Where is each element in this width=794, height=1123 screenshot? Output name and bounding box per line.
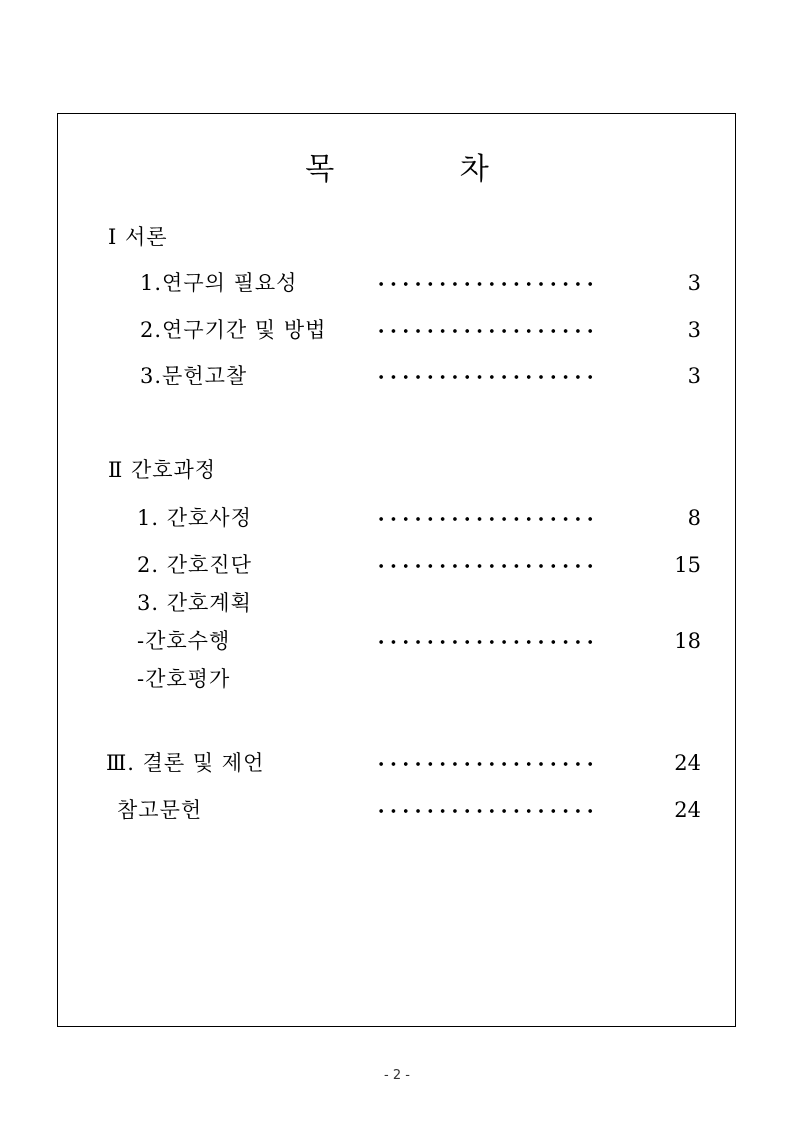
toc-entry <box>0 268 794 298</box>
dot-leader <box>375 640 597 644</box>
dot-leader <box>375 564 597 568</box>
toc-label: 2.연구기간 및 방법 <box>140 318 327 342</box>
toc-entry <box>0 588 794 618</box>
toc-page-number: 8 <box>687 506 701 530</box>
toc-label: 참고문헌 <box>117 798 203 822</box>
toc-page-number: 15 <box>674 553 701 577</box>
toc-entry <box>0 664 794 694</box>
toc-entry <box>0 626 794 656</box>
toc-label: Ⅲ. 결론 및 제언 <box>106 751 265 775</box>
toc-entry <box>0 315 794 345</box>
toc-page-number: 24 <box>674 751 701 775</box>
toc-section-1 <box>0 222 794 252</box>
dot-leader <box>375 517 597 521</box>
toc-entry <box>0 503 794 533</box>
toc-label: -간호수행 <box>137 629 231 653</box>
toc-page-number: 18 <box>674 629 701 653</box>
toc-page-number: 3 <box>687 271 701 295</box>
toc-page-number: 3 <box>687 364 701 388</box>
toc-references <box>0 795 794 825</box>
toc-label: 1.연구의 필요성 <box>140 271 298 295</box>
dot-leader <box>375 375 597 379</box>
toc-label: 3. 간호계획 <box>137 591 252 615</box>
dot-leader <box>375 809 597 813</box>
dot-leader <box>375 329 597 333</box>
toc-label: 3.문헌고찰 <box>140 364 248 388</box>
toc-label: -간호평가 <box>137 667 231 691</box>
dot-leader <box>375 282 597 286</box>
toc-label: 2. 간호진단 <box>137 553 252 577</box>
page-number: - 2 - <box>384 1068 410 1083</box>
toc-label: Ⅰ 서론 <box>108 225 168 249</box>
toc-label: 1. 간호사정 <box>137 506 252 530</box>
toc-entry <box>0 361 794 391</box>
toc-label: Ⅱ 간호과정 <box>108 458 217 482</box>
toc-title: 목 차 <box>305 152 547 187</box>
toc-page-number: 24 <box>674 798 701 822</box>
toc-page-number: 3 <box>687 318 701 342</box>
toc-section-2 <box>0 455 794 485</box>
toc-section-3 <box>0 748 794 778</box>
toc-entry <box>0 550 794 580</box>
dot-leader <box>375 762 597 766</box>
